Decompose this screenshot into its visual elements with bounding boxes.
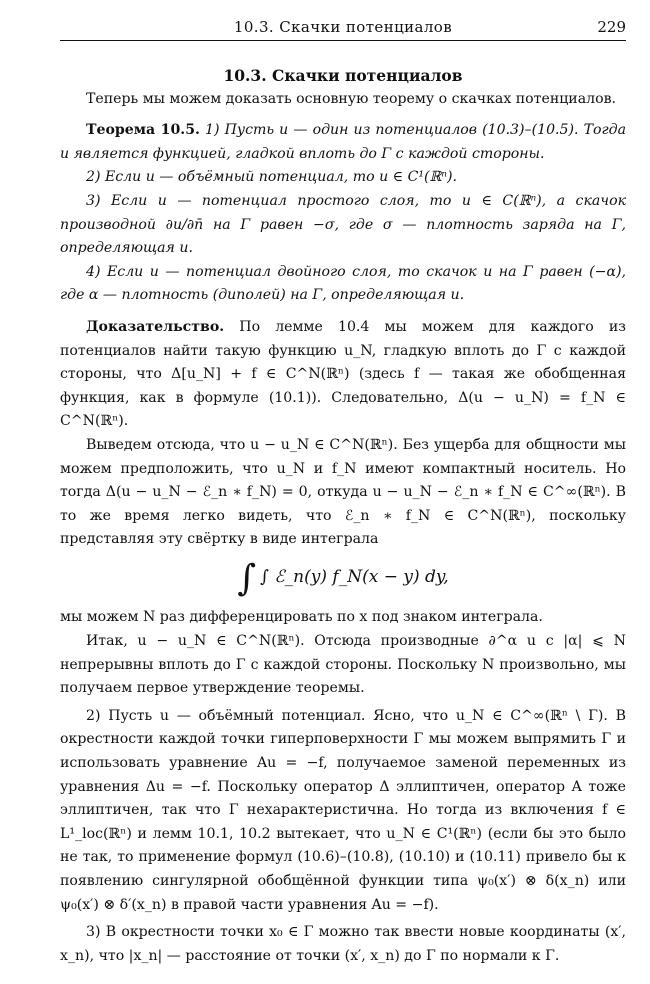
proof-paragraph-6: 3) В окрестности точки x₀ ∈ Γ можно так ввести новые координаты (x′, x_n), что |x_n| — расстояние от точки (x′, x_n) до Γ по нормали к Γ. [60, 924, 626, 964]
proof-paragraph-5: 2) Пусть u — объёмный потенциал. Ясно, что u_N ∈ C^∞(ℝⁿ \ Γ). В окрестности каждой точки гиперповерхности Γ мы можем выпрямить Γ и использовать уравнение Au = −f, получаемое заменой переменных из уравнения Δu = −f. Поскольку оператор Δ эллиптичен, оператор A тоже эллиптичен, так что Γ нехарактеристична. Но тогда из включения f ∈ L¹_loc(ℝⁿ) и лемм 10.1, 10.2 вытекает, что u_N ∈ C¹(ℝⁿ) (если бы это было не так, то применение формул (10.6)–(10.8), (10.10) и (10.11) привело бы к появлению сингулярной обобщённой функции типа ψ₀(x′) ⊗ δ(x_n) или ψ₀(x′) ⊗ δ′(x_n) в правой части уравнения Au = −f). [60, 707, 626, 913]
running-title: 10.3. Скачки потенциалов [233, 18, 453, 36]
running-header [60, 10, 626, 41]
proof-paragraph-4: Итак, u − u_N ∈ C^N(ℝⁿ). Отсюда производные ∂^α u с |α| ⩽ N непрерывны вплоть до Γ с каждой стороны. Поскольку N произвольно, мы получаем первое утверждение теоремы. [60, 633, 626, 697]
integral-sign: ∫ [237, 557, 257, 599]
theorem-item-3: 3) Если u — потенциал простого слоя, то u ∈ C(ℝⁿ), а скачок производной ∂u/∂n̄ на Γ равен −σ, где σ — плотность заряда на Γ, определяющая u. [60, 192, 626, 257]
integral-expression: ∫ ℰ_n(y) f_N(x − y) dy, [260, 566, 449, 587]
intro-paragraph: Теперь мы можем доказать основную теорему о скачках потенциалов. [86, 90, 617, 107]
theorem-item-1 [60, 119, 626, 166]
theorem-item-4: 4) Если u — потенциал двойного слоя, то скачок u на Γ равен (−α), где α — плотность (диполей) на Γ, определяющая u. [60, 263, 626, 304]
section-title: 10.3. Скачки потенциалов [223, 66, 463, 85]
theorem-item-2: 2) Если u — объёмный потенциал, то u ∈ C¹(ℝⁿ). [86, 169, 457, 186]
proof-paragraph-1 [60, 316, 626, 434]
proof-paragraph-2: Выведем отсюда, что u − u_N ∈ C^N(ℝⁿ). Без ущерба для общности мы можем предположить, что u_N и f_N имеют компактный носитель. Но тогда Δ(u − u_N − ℰ_n ∗ f_N) = 0, откуда u − u_N − ℰ_n ∗ f_N ∈ C^∞(ℝⁿ). В то же время легко видеть, что ℰ_n ∗ f_N ∈ C^N(ℝⁿ), поскольку представляя эту свёртку в виде интеграла [60, 436, 626, 548]
proof-paragraph-1-text: По лемме 10.4 мы можем для каждого из потенциалов найти такую функцию u_N, гладкую вплоть до Γ с каждой стороны, что Δ[u_N] + f ∈ C^N(ℝⁿ) (здесь f — такая же обобщенная функция, как в формуле (10.1)). Следовательно, Δ(u − u_N) = f_N ∈ C^N(ℝⁿ). [60, 318, 626, 430]
page-body [60, 64, 626, 968]
page-number: 229 [597, 18, 626, 36]
theorem-label: Теорема 10.5. [86, 122, 200, 139]
proof-label: Доказательство. [86, 318, 225, 335]
theorem-item-1-text: 1) Пусть u — один из потенциалов (10.3)–(10.5). Тогда u является функцией, гладкой вплоть до Γ с каждой стороны. [60, 122, 626, 162]
proof-paragraph-3: мы можем N раз дифференцировать по x под знаком интеграла. [60, 609, 543, 626]
convolution-integral [60, 557, 626, 599]
